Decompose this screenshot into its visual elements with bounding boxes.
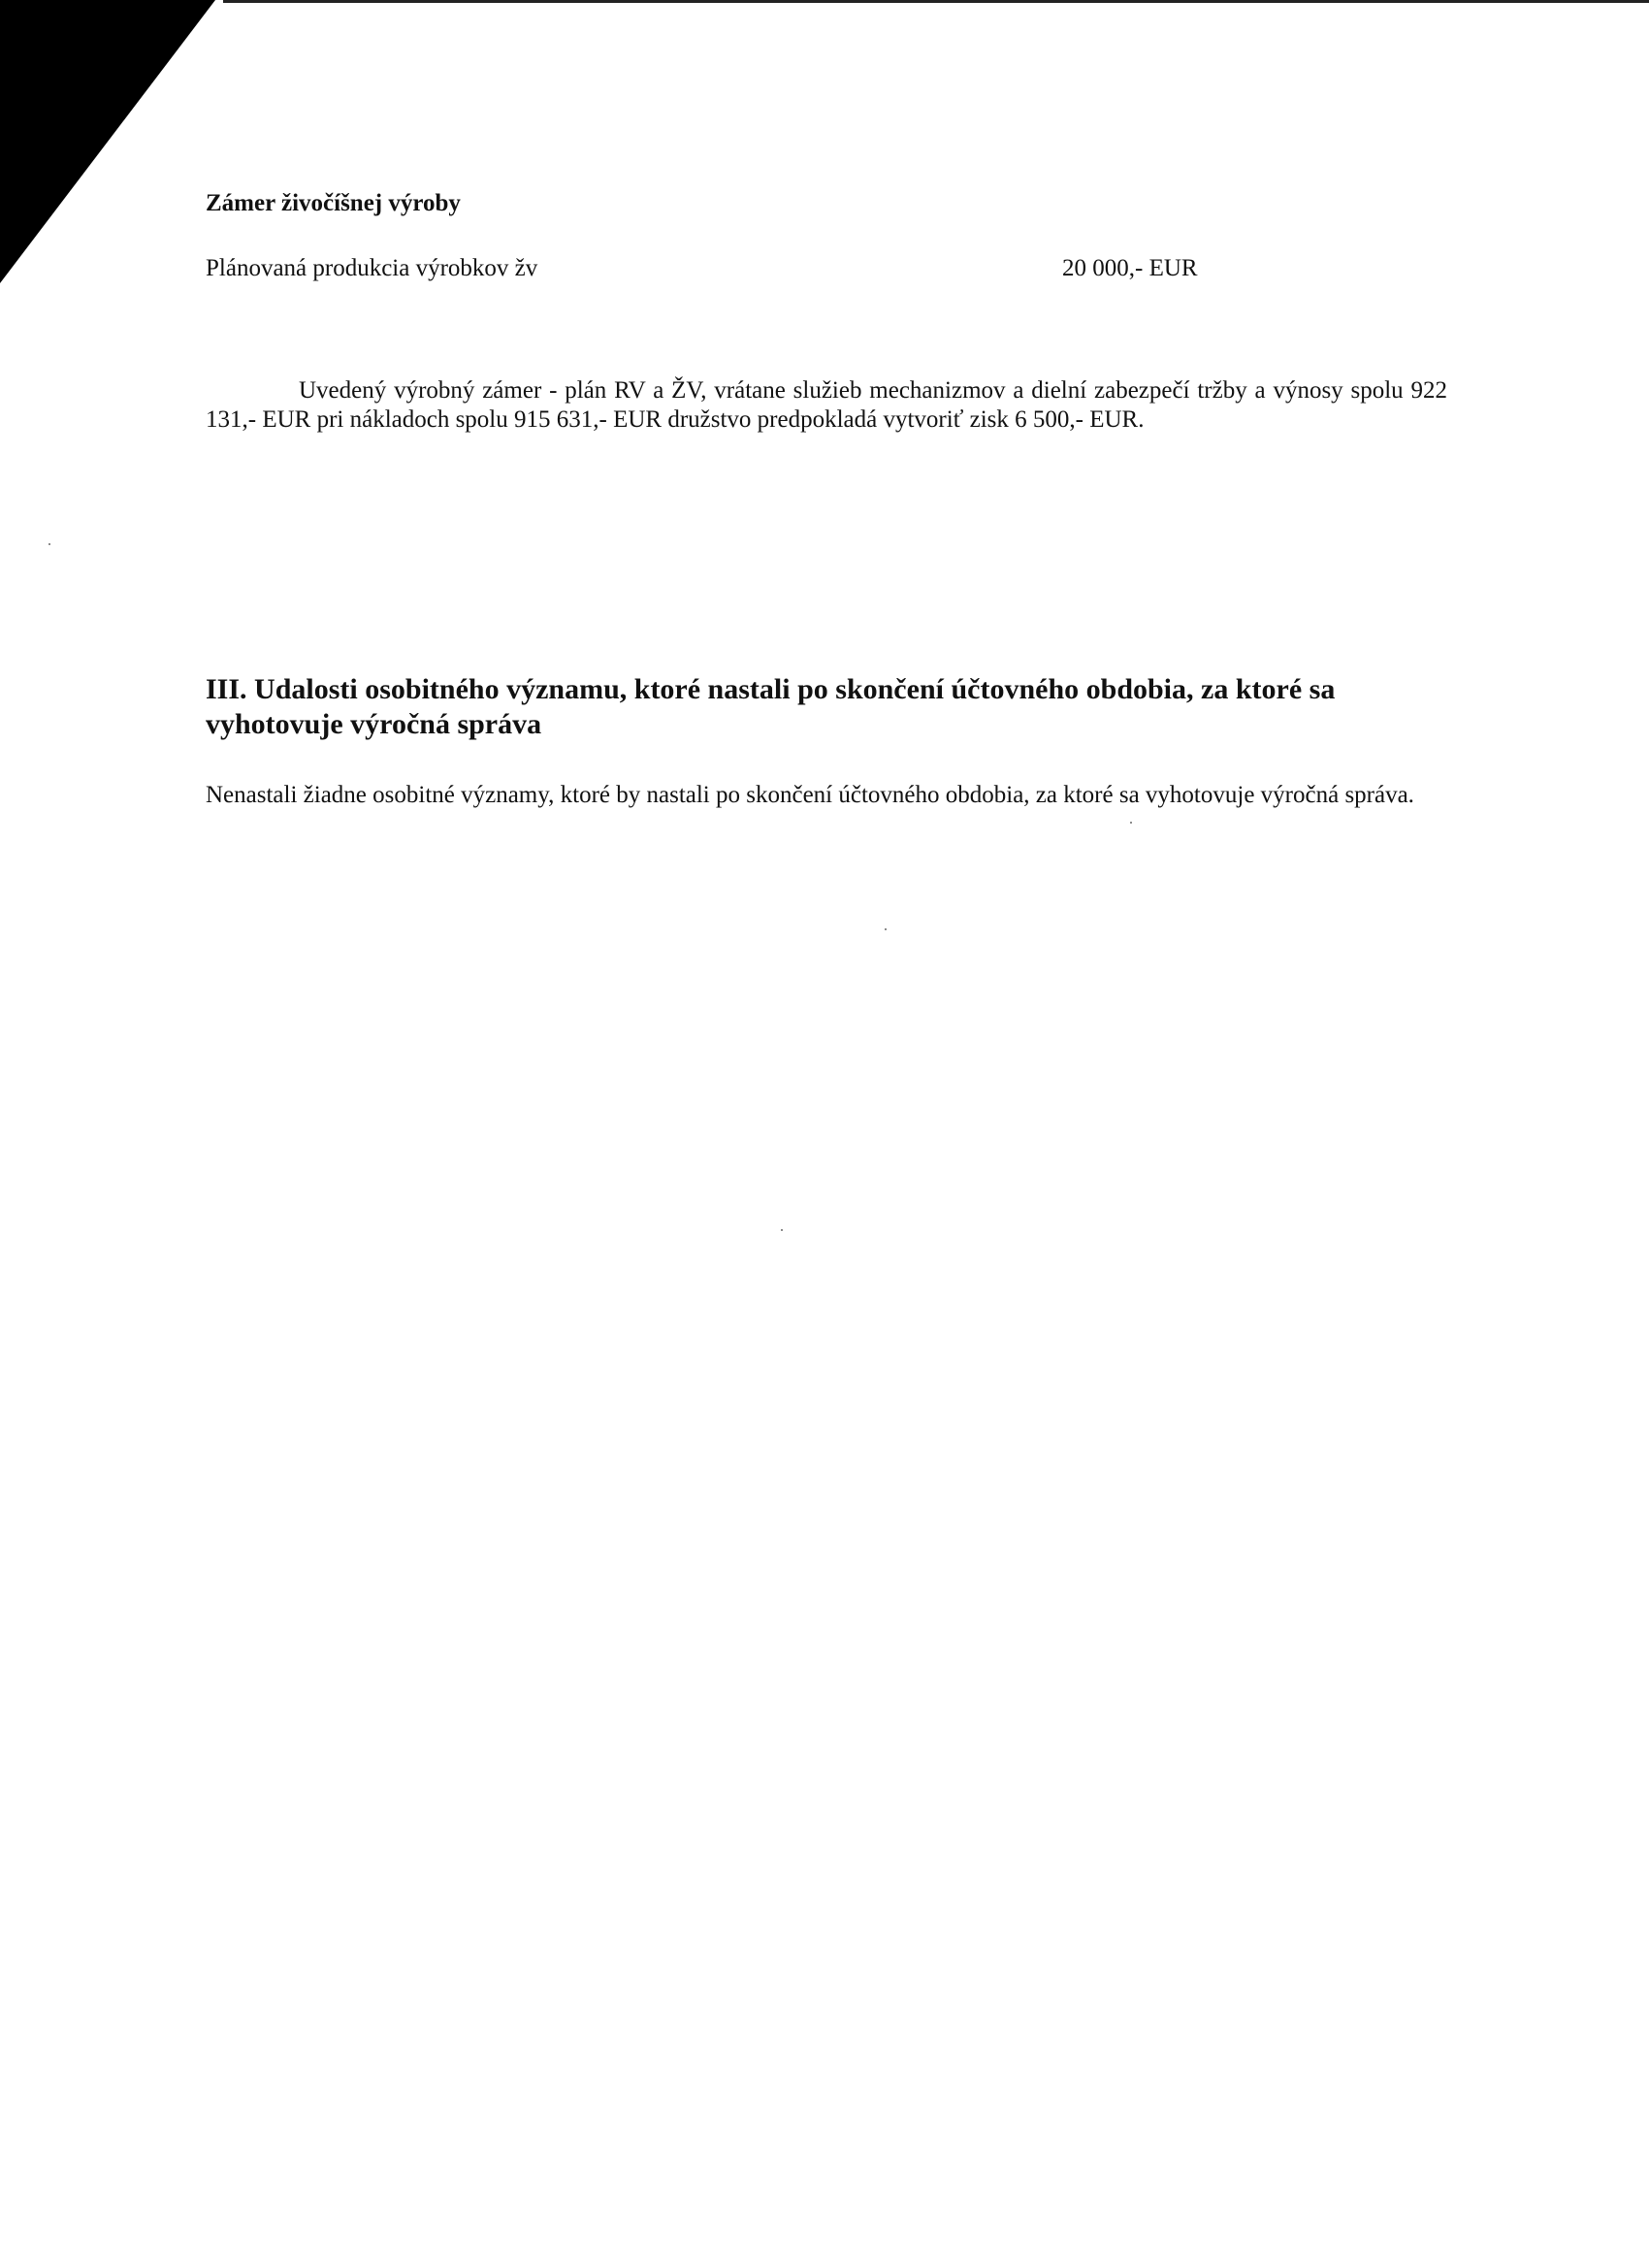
scan-speck [1130,822,1132,824]
scan-corner-shadow [0,0,233,291]
livestock-section-title: Zámer živočíšnej výroby [206,190,461,216]
production-plan-summary: Uvedený výrobný zámer - plán RV a ŽV, vrátane služieb mechanizmov a dielní zabezpečí tržby a výnosy spolu 922 131,- EUR pri nákladoch spolu 915 631,- EUR družstvo predpokladá vytvoriť zisk 6 500,- EUR. [206,377,1447,433]
planned-production-value: 20 000,- EUR [1062,255,1198,281]
scan-speck [885,928,887,930]
section-iii-heading: III. Udalosti osobitného významu, ktoré nastali po skončení účtovného obdobia, za ktoré sa vyhotovuje výročná správa [206,673,1336,740]
planned-production-label: Plánovaná produkcia výrobkov žv [206,255,538,281]
scan-speck [48,543,50,545]
scan-top-edge [223,0,1649,3]
scan-speck [781,1229,783,1231]
section-iii-body: Nenastali žiadne osobitné významy, ktoré by nastali po skončení účtovného obdobia, za ktoré sa vyhotovuje výročná správa. [206,782,1414,808]
